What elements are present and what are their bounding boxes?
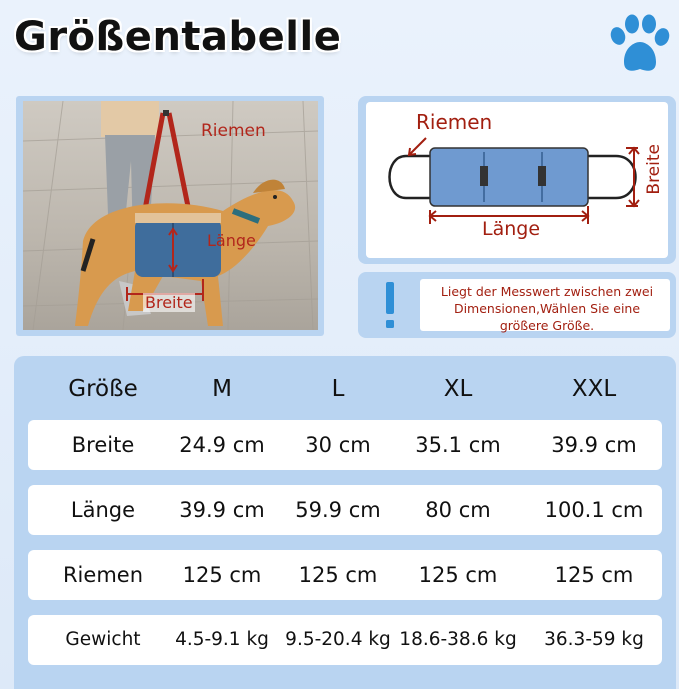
page-title: Größentabelle — [14, 14, 342, 60]
table-cell: 9.5-20.4 kg — [285, 629, 391, 650]
table-header-xxl: XXL — [571, 376, 617, 402]
diagram-label-length: Länge — [482, 218, 541, 240]
table-cell: 24.9 cm — [179, 433, 265, 457]
table-cell: 30 cm — [305, 433, 371, 457]
row-label-gewicht: Gewicht — [65, 629, 141, 650]
table-header-xl: XL — [443, 376, 473, 402]
table-cell: 125 cm — [554, 563, 634, 587]
photo-panel — [16, 96, 324, 336]
size-note-box — [420, 279, 670, 331]
table-header-m: M — [212, 376, 232, 402]
harness-diagram-panel — [358, 96, 676, 264]
table-cell: 125 cm — [418, 563, 498, 587]
table-header-size: Größe — [68, 376, 138, 402]
size-note-panel — [358, 272, 676, 338]
dog-harness-photo — [23, 101, 318, 330]
row-label-riemen: Riemen — [62, 563, 144, 587]
table-cell: 4.5-9.1 kg — [175, 629, 269, 650]
table-cell: 39.9 cm — [179, 498, 265, 522]
table-cell: 59.9 cm — [295, 498, 381, 522]
table-cell: 100.1 cm — [544, 498, 644, 522]
table-cell: 36.3-59 kg — [544, 629, 644, 650]
table-row — [14, 615, 676, 665]
exclamation-icon — [378, 278, 402, 332]
table-cell: 125 cm — [182, 563, 262, 587]
photo-label-width: Breite — [145, 293, 193, 312]
table-row — [14, 420, 676, 470]
table-header-l: L — [331, 376, 345, 402]
size-note-text: Liegt der Messwert zwischen zwei Dimensionen,Wählen Sie eine größere Größe. — [440, 284, 654, 333]
harness-diagram — [366, 102, 668, 258]
row-label-laenge: Länge — [70, 498, 136, 522]
diagram-label-width: Breite — [644, 144, 664, 195]
photo-label-strap: Riemen — [201, 121, 266, 141]
table-cell: 39.9 cm — [551, 433, 637, 457]
size-table — [14, 356, 676, 689]
table-row — [14, 550, 676, 600]
table-row — [14, 485, 676, 535]
table-cell: 80 cm — [425, 498, 491, 522]
table-cell: 125 cm — [298, 563, 378, 587]
diagram-label-strap: Riemen — [416, 110, 493, 134]
table-cell: 35.1 cm — [415, 433, 501, 457]
table-cell: 18.6-38.6 kg — [399, 629, 517, 650]
paw-icon — [604, 12, 674, 78]
table-header-row — [14, 364, 676, 414]
row-label-breite: Breite — [71, 433, 135, 457]
photo-label-length: Länge — [207, 231, 256, 250]
